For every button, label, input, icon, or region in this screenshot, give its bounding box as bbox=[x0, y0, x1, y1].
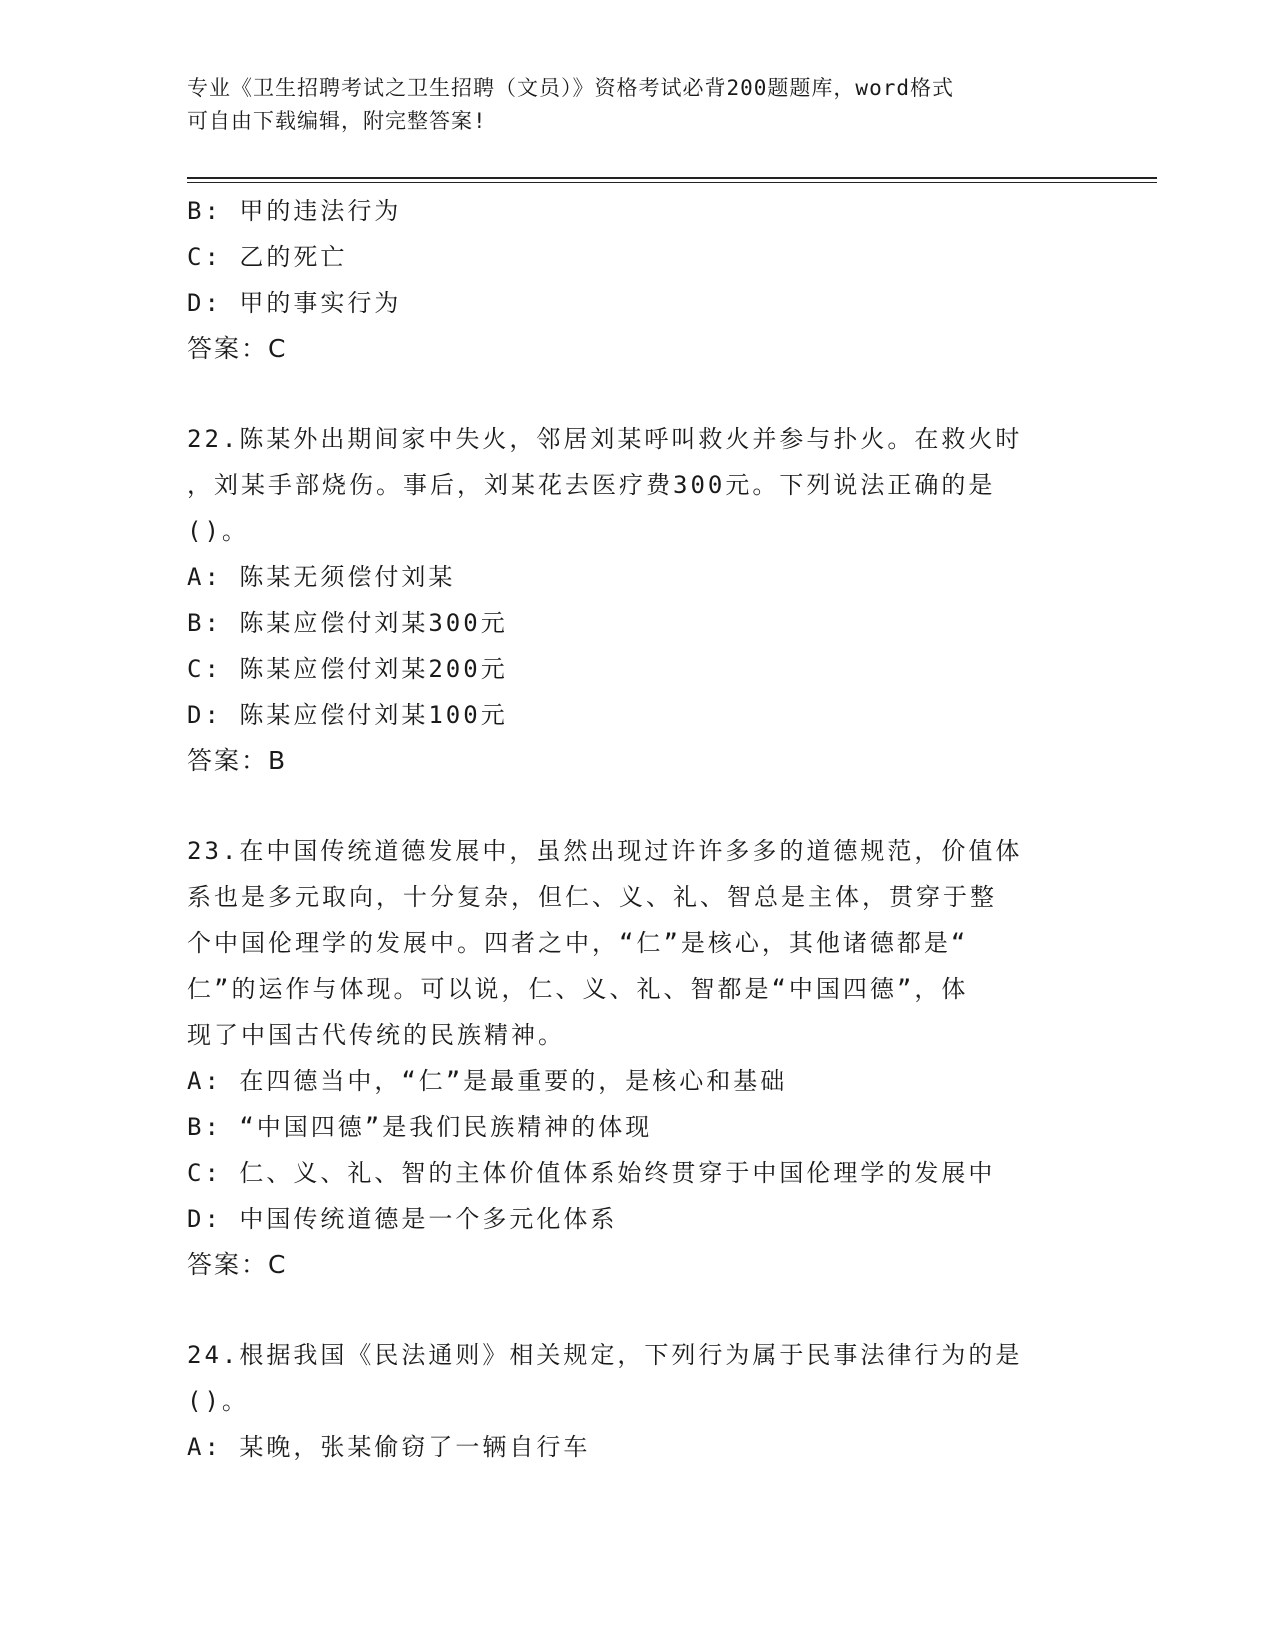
option-b: B: 陈某应偿付刘某300元 bbox=[187, 609, 508, 637]
option-c: C: 仁、义、礼、智的主体价值体系始终贯穿于中国伦理学的发展中 bbox=[187, 1159, 996, 1187]
spacer bbox=[187, 372, 1087, 416]
document-header bbox=[187, 72, 1087, 138]
stem-line: 22.陈某外出期间家中失火，邻居刘某呼叫救火并参与扑火。在救火时 bbox=[187, 425, 1023, 453]
spacer bbox=[187, 1288, 1087, 1332]
option-d: D: 中国传统道德是一个多元化体系 bbox=[187, 1205, 618, 1233]
option-b: B: “中国四德”是我们民族精神的体现 bbox=[187, 1113, 653, 1141]
question-stem bbox=[187, 416, 1087, 554]
stem-line: ，刘某手部烧伤。事后，刘某花去医疗费300元。下列说法正确的是 bbox=[187, 471, 996, 499]
question-list bbox=[187, 188, 1087, 1470]
answer-label: 答案：C bbox=[187, 334, 288, 363]
header-divider-thin bbox=[187, 182, 1157, 183]
option-c: C: 陈某应偿付刘某200元 bbox=[187, 655, 508, 683]
stem-line: ()。 bbox=[187, 517, 249, 545]
question-24 bbox=[187, 1332, 1087, 1470]
stem-line: 个中国伦理学的发展中。四者之中，“仁”是核心，其他诸德都是“ bbox=[187, 929, 969, 957]
answer-label: 答案：B bbox=[187, 746, 288, 775]
option-d: D: 甲的事实行为 bbox=[187, 289, 402, 317]
stem-line: 23.在中国传统道德发展中，虽然出现过许许多多的道德规范，价值体 bbox=[187, 837, 1023, 865]
stem-line: ()。 bbox=[187, 1387, 249, 1415]
option-a: A: 陈某无须偿付刘某 bbox=[187, 563, 456, 591]
question-stem bbox=[187, 1332, 1087, 1424]
option-b: B: 甲的违法行为 bbox=[187, 197, 402, 225]
stem-line: 现了中国古代传统的民族精神。 bbox=[187, 1021, 565, 1049]
header-divider-thick bbox=[187, 177, 1157, 179]
option-a: A: 某晚，张某偷窃了一辆自行车 bbox=[187, 1433, 591, 1461]
stem-line: 24.根据我国《民法通则》相关规定，下列行为属于民事法律行为的是 bbox=[187, 1341, 1023, 1369]
option-c: C: 乙的死亡 bbox=[187, 243, 348, 271]
answer-label: 答案：C bbox=[187, 1250, 288, 1279]
header-title-line-1: 专业《卫生招聘考试之卫生招聘（文员）》资格考试必背200题题库，word格式 bbox=[187, 76, 954, 100]
question-stem bbox=[187, 828, 1087, 1058]
question-22 bbox=[187, 416, 1087, 784]
header-title-line-2: 可自由下载编辑，附完整答案! bbox=[187, 109, 487, 133]
stem-line: 仁”的运作与体现。可以说，仁、义、礼、智都是“中国四德”，体 bbox=[187, 975, 969, 1003]
spacer bbox=[187, 784, 1087, 828]
stem-line: 系也是多元取向，十分复杂，但仁、义、礼、智总是主体，贯穿于整 bbox=[187, 883, 997, 911]
option-a: A: 在四德当中，“仁”是最重要的，是核心和基础 bbox=[187, 1067, 788, 1095]
option-d: D: 陈某应偿付刘某100元 bbox=[187, 701, 508, 729]
question-21-continued bbox=[187, 188, 1087, 372]
question-23 bbox=[187, 828, 1087, 1288]
